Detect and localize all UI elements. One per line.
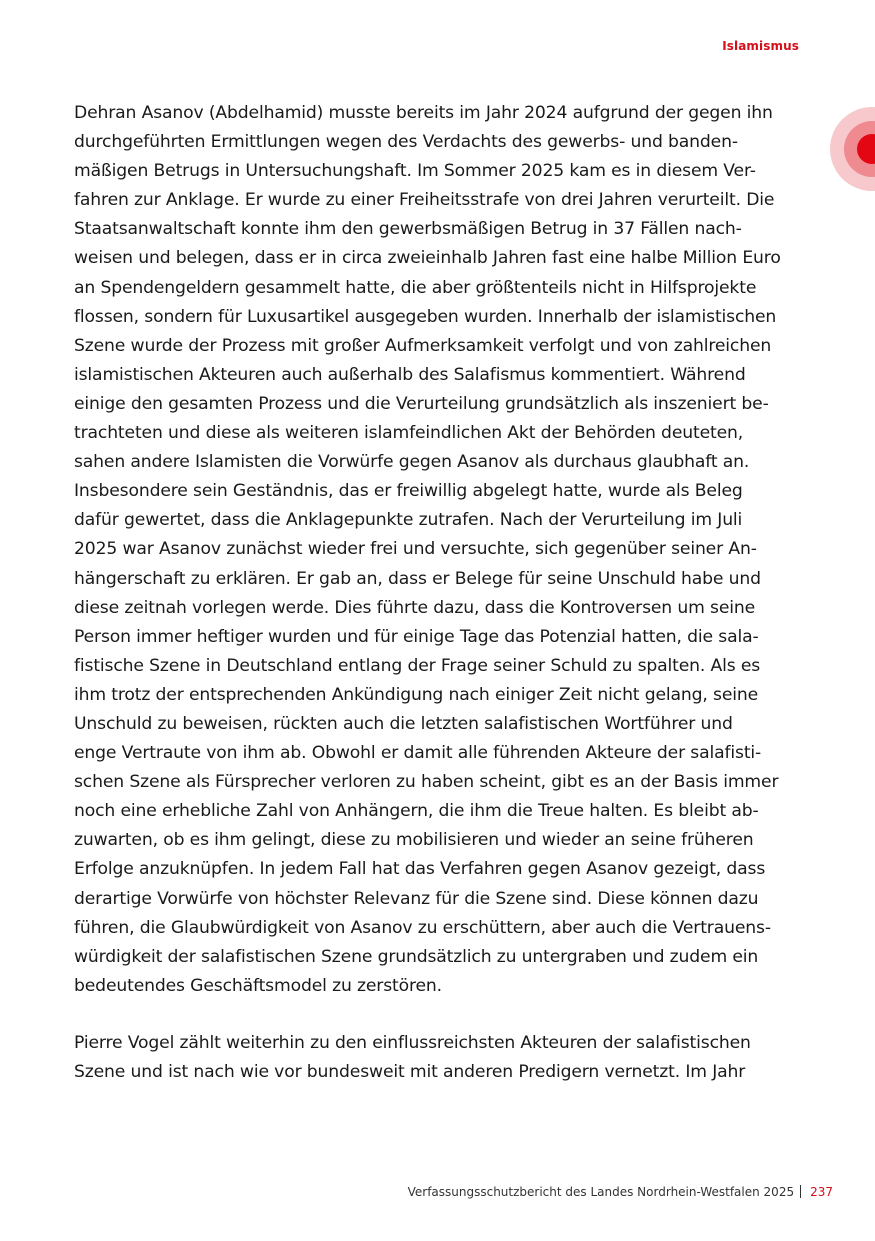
text-line: Erfolge anzuknüpfen. In jedem Fall hat das Verfahren gegen Asanov gezeigt, dass xyxy=(74,859,766,880)
text-line: trachteten und diese als weiteren islamfeindlichen Akt der Behörden deuteten, xyxy=(74,423,744,444)
text-line: Insbesondere sein Geständnis, das er freiwillig abgelegt hatte, wurde als Beleg xyxy=(74,481,743,502)
text-line: fistische Szene in Deutschland entlang der Frage seiner Schuld zu spalten. Als es xyxy=(74,655,761,676)
paragraph-gap xyxy=(74,1001,804,1029)
text-line: Szene wurde der Prozess mit großer Aufmerksamkeit verfolgt und von zahlreichen xyxy=(74,335,772,356)
text-line: enge Vertraute von ihm ab. Obwohl er damit alle führenden Akteure der salafisti- xyxy=(74,743,762,764)
text-line: Staatsanwaltschaft konnte ihm den gewerbsmäßigen Betrug in 37 Fällen nach- xyxy=(74,219,742,240)
body-text xyxy=(74,99,804,1087)
text-line: diese zeitnah vorlegen werde. Dies führte dazu, dass die Kontroversen um seine xyxy=(74,597,756,618)
text-line: Pierre Vogel zählt weiterhin zu den einflussreichsten Akteuren der salafistischen xyxy=(74,1032,751,1053)
text-line: Szene und ist nach wie vor bundesweit mit anderen Predigern vernetzt. Im Jahr xyxy=(74,1062,746,1082)
text-line: dafür gewertet, dass die Anklagepunkte zutrafen. Nach der Verurteilung im Juli xyxy=(74,510,743,531)
text-line: Person immer heftiger wurden und für einige Tage das Potenzial hatten, die sala- xyxy=(74,626,759,647)
text-line: hängerschaft zu erklären. Er gab an, dass er Belege für seine Unschuld habe und xyxy=(74,568,761,589)
text-line: weisen und belegen, dass er in circa zweieinhalb Jahren fast eine halbe Million Euro xyxy=(74,248,781,269)
text-line: 2025 war Asanov zunächst wieder frei und versuchte, sich gegenüber seiner An- xyxy=(74,539,757,560)
text-line: schen Szene als Fürsprecher verloren zu haben scheint, gibt es an der Basis immer xyxy=(74,772,779,793)
text-line: noch eine erhebliche Zahl von Anhängern, die ihm die Treue halten. Es bleibt ab- xyxy=(74,801,759,822)
text-line: an Spendengeldern gesammelt hatte, die aber größtenteils nicht in Hilfsprojekte xyxy=(74,277,757,298)
text-line: führen, die Glaubwürdigkeit von Asanov zu erschüttern, aber auch die Vertrauens- xyxy=(74,917,771,938)
text-line: zuwarten, ob es ihm gelingt, diese zu mobilisieren und wieder an seine früheren xyxy=(74,830,754,851)
target-icon xyxy=(830,107,875,191)
text-line: fahren zur Anklage. Er wurde zu einer Freiheitsstrafe von drei Jahren verurteilt. Die xyxy=(74,190,775,211)
section-label: Islamismus xyxy=(722,39,799,53)
text-line: flossen, sondern für Luxusartikel ausgegeben wurden. Innerhalb der islamistischen xyxy=(74,306,777,327)
paragraph xyxy=(74,1029,804,1087)
text-line: Dehran Asanov (Abdelhamid) musste bereits im Jahr 2024 aufgrund der gegen ihn xyxy=(74,103,773,123)
page-number: 237 xyxy=(810,1185,833,1199)
text-line: würdigkeit der salafistischen Szene grundsätzlich zu untergraben und zudem ein xyxy=(74,946,759,967)
text-line: derartige Vorwürfe von höchster Relevanz für die Szene sind. Diese können dazu xyxy=(74,888,759,909)
footer-publication: Verfassungsschutzbericht des Landes Nordrhein-Westfalen 2025 xyxy=(407,1185,795,1199)
page-footer xyxy=(408,1185,833,1199)
text-line: durchgeführten Ermittlungen wegen des Verdachts des gewerbs- und banden- xyxy=(74,132,738,153)
text-line: mäßigen Betrugs in Untersuchungshaft. Im Sommer 2025 kam es in diesem Ver- xyxy=(74,161,756,182)
paragraph xyxy=(74,99,804,1001)
text-line: islamistischen Akteuren auch außerhalb des Salafismus kommentiert. Während xyxy=(74,364,746,385)
text-line: einige den gesamten Prozess und die Verurteilung grundsätzlich als inszeniert be- xyxy=(74,393,769,414)
text-line: sahen andere Islamisten die Vorwürfe gegen Asanov als durchaus glaubhaft an. xyxy=(74,452,750,473)
text-line: ihm trotz der entsprechenden Ankündigung nach einiger Zeit nicht gelang, seine xyxy=(74,684,759,705)
footer-divider xyxy=(800,1185,801,1198)
text-line: Unschuld zu beweisen, rückten auch die letzten salafistischen Wortführer und xyxy=(74,713,733,734)
text-line: bedeutendes Geschäftsmodel zu zerstören. xyxy=(74,975,442,996)
